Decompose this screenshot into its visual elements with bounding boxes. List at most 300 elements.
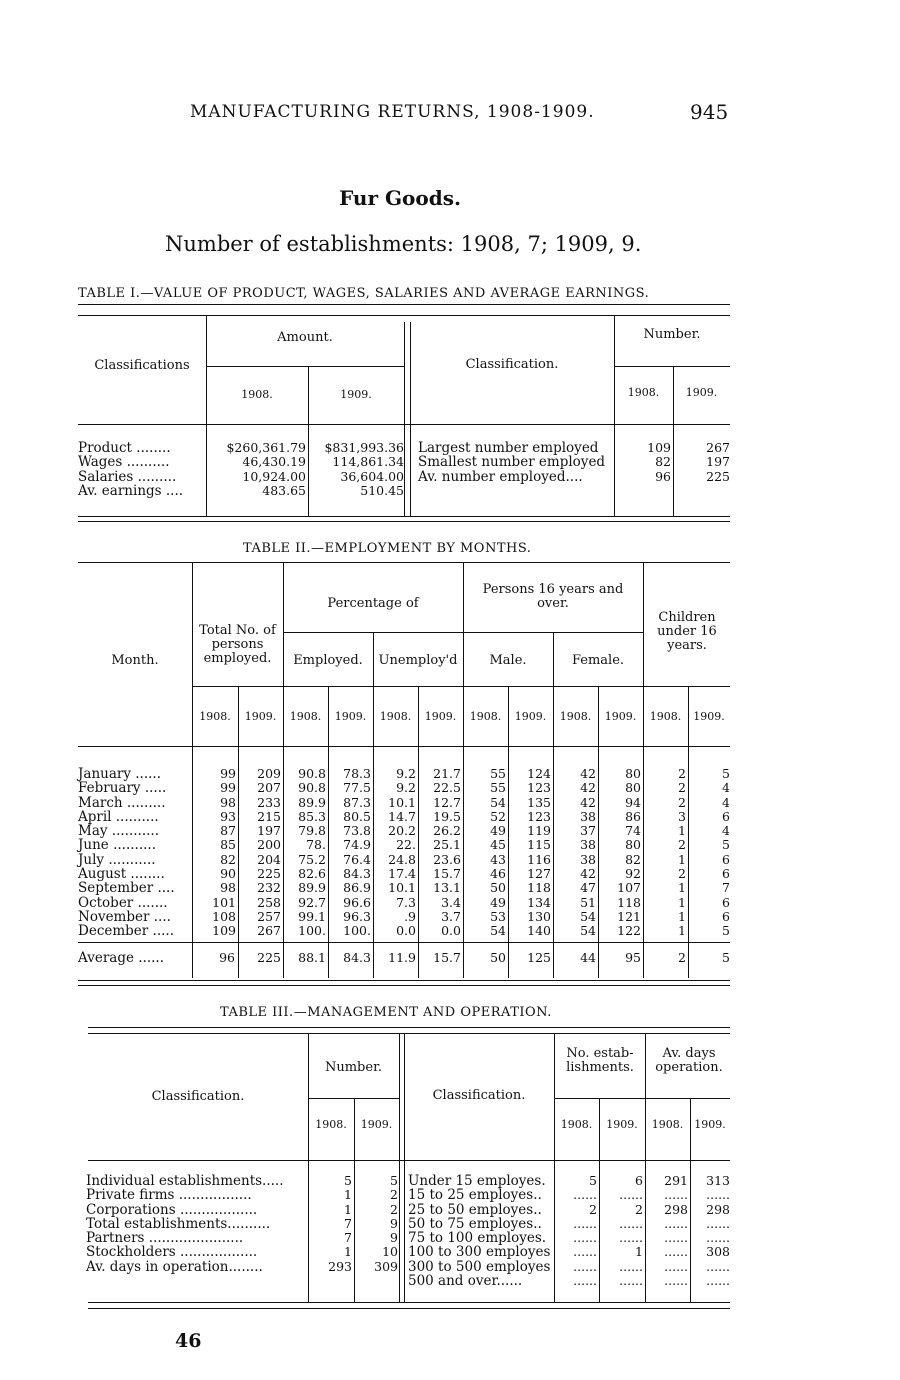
t2-cell-female-1908: 38 — [580, 837, 596, 853]
t2-cell-emp-1909: 100. — [343, 923, 371, 939]
t2-cell-unemp-1909: 0.0 — [441, 923, 461, 939]
table1-bottom-rule — [78, 516, 730, 517]
t2-cell-child-1908: 3 — [678, 808, 686, 824]
t2-cell-female-1908: 42 — [580, 780, 596, 796]
table2-top-rule — [78, 562, 730, 563]
t2-cell-total-1909: 257 — [257, 908, 281, 924]
t2-cell-emp-1909: 87.3 — [343, 794, 371, 810]
t2-cell-child-1908: 1 — [678, 923, 686, 939]
t2-cell-total-1908: 109 — [212, 923, 236, 939]
t3-cell-estab-1908: 5 — [589, 1173, 597, 1188]
t1-amount-1908: $260,361.79 — [226, 440, 306, 455]
t2-cell-total-1908: 98 — [220, 880, 236, 896]
t2-cell-child-1908: 1 — [678, 894, 686, 910]
t2-cell-female-1908: 54 — [580, 908, 596, 924]
t2-cell-female-1909: 80 — [625, 837, 641, 853]
t3-cell-right-labels: 100 to 300 employes — [408, 1244, 551, 1261]
t1-head-classifications: Classifications — [94, 358, 190, 373]
t3-cell-days-1908: 291 — [664, 1173, 688, 1188]
t2-year-1908: 1908. — [289, 710, 322, 723]
table1-sub-rule — [614, 366, 730, 367]
t3-cell-estab-1909: 6 — [635, 1173, 643, 1188]
t2-cell-child-1909: 6 — [722, 894, 730, 910]
t2-cell-total-1908: 108 — [212, 908, 236, 924]
t2-year-1908: 1908. — [199, 710, 231, 723]
t2-cell-unemp-1909: 12.7 — [433, 794, 461, 810]
t2-cell-total-1908: 93 — [220, 808, 236, 824]
table3-head-rule — [88, 1160, 730, 1161]
t3-year-1908: 1908. — [651, 1118, 684, 1131]
t3-cell-days-1909: ...... — [706, 1187, 730, 1203]
t2-cell-female-1908: 54 — [580, 923, 596, 939]
t2-cell-unemp-1909: 13.1 — [433, 880, 461, 896]
t1-head-classification: Classification. — [465, 357, 559, 372]
t2-cell-total-1909: 197 — [257, 823, 281, 839]
table3-sub-rule — [554, 1098, 730, 1099]
t2-year-1909: 1909. — [514, 710, 547, 723]
t2-cell-male-1908: 43 — [490, 851, 506, 867]
t2-cell-total-1908: 99 — [220, 766, 236, 781]
t2-cell-unemp-1908: 22. — [396, 837, 416, 853]
t2-cell-emp-1908: 78. — [306, 837, 326, 853]
t1-number-1908: 109 — [647, 440, 671, 455]
table1-caption: TABLE I.—VALUE OF PRODUCT, WAGES, SALARIES AND AVERAGE EARNINGS. — [78, 286, 650, 301]
t2-cell-emp-1909: 96.3 — [343, 908, 371, 924]
page-title: Fur Goods. — [339, 186, 461, 210]
t2-cell-emp-1909: 73.8 — [343, 823, 371, 839]
t2-month-label: November .... — [78, 908, 171, 925]
t2-cell-child-1909: 5 — [722, 837, 730, 853]
t2-cell-unemp-1909: 26.2 — [433, 823, 461, 839]
t2-cell-male-1909: 124 — [527, 766, 551, 781]
t2-cell-total-1909: 215 — [257, 808, 281, 824]
t2-cell-emp-1908: 85.3 — [298, 808, 326, 824]
t2-cell-unemp-1908: 0.0 — [396, 923, 416, 939]
t3-cell-days-1909: ...... — [706, 1258, 730, 1274]
t3-cell-number-1909: 2 — [390, 1187, 398, 1203]
t2-cell-emp-1908: 90.8 — [298, 766, 326, 781]
t1-amount-1908: 10,924.00 — [242, 468, 306, 484]
t1-number-1908: 82 — [655, 454, 671, 470]
table3-top-rule-2 — [88, 1033, 730, 1034]
t2-cell-emp-1908: 92.7 — [298, 894, 326, 910]
t2-average-cell: 95 — [625, 950, 641, 965]
t1-amount-1909: $831,993.36 — [324, 440, 404, 455]
t2-month-label: January ...... — [78, 766, 162, 782]
t2-cell-female-1909: 92 — [625, 866, 641, 882]
t3-cell-number-1908: 1 — [344, 1201, 352, 1217]
t2-average-cell: 125 — [527, 950, 551, 965]
t3-cell-number-1908: 7 — [344, 1230, 352, 1246]
t2-cell-child-1909: 4 — [722, 823, 730, 839]
t2-cell-child-1908: 2 — [678, 780, 686, 796]
t2-cell-male-1908: 46 — [490, 866, 506, 882]
table3-divider — [404, 1034, 405, 1302]
t2-cell-total-1909: 207 — [257, 780, 281, 796]
t1-head-amount: Amount. — [277, 330, 333, 345]
t2-cell-male-1909: 123 — [527, 808, 551, 824]
t3-cell-days-1909: ...... — [706, 1215, 730, 1231]
t2-head-female: Female. — [571, 653, 625, 668]
t2-month-label: May ........... — [78, 823, 159, 840]
page-marker: 46 — [175, 1330, 202, 1352]
t2-month-label: April .......... — [78, 808, 159, 825]
t3-cell-left-labels: Total establishments.......... — [86, 1215, 271, 1232]
t1-row-label: Salaries ......... — [78, 468, 177, 485]
t2-cell-child-1909: 4 — [722, 794, 730, 810]
t2-year-1909: 1909. — [693, 710, 725, 723]
t2-cell-unemp-1908: 24.8 — [388, 851, 416, 867]
t3-cell-days-1908: ...... — [664, 1273, 688, 1289]
t3-cell-estab-1909: ...... — [619, 1215, 643, 1231]
t2-cell-emp-1908: 89.9 — [298, 880, 326, 896]
t2-cell-total-1909: 267 — [257, 923, 281, 939]
t3-cell-right-labels: 500 and over...... — [408, 1273, 523, 1290]
t3-head-noestab: No. estab- lishments. — [566, 1046, 634, 1075]
t3-cell-estab-1909: ...... — [619, 1273, 643, 1289]
t2-cell-total-1909: 209 — [257, 766, 281, 781]
table2-head-rule — [78, 746, 730, 747]
t3-cell-days-1908: ...... — [664, 1215, 688, 1231]
t2-cell-female-1909: 94 — [625, 794, 641, 810]
t3-cell-number-1908: 5 — [344, 1173, 352, 1188]
t3-cell-number-1909: 2 — [390, 1201, 398, 1217]
t3-cell-days-1908: ...... — [664, 1244, 688, 1260]
t2-cell-female-1909: 82 — [625, 851, 641, 867]
t3-cell-number-1908: 293 — [328, 1258, 352, 1274]
t3-cell-number-1909: 10 — [382, 1244, 398, 1260]
t2-month-label: March ......... — [78, 794, 166, 811]
t1-year-1909: 1909. — [340, 388, 372, 401]
t2-cell-unemp-1909: 3.7 — [441, 908, 461, 924]
t2-cell-child-1908: 2 — [678, 766, 686, 781]
t1-amount-1908: 46,430.19 — [242, 454, 306, 470]
t2-average-cell: 15.7 — [433, 950, 461, 965]
t2-cell-female-1909: 74 — [625, 823, 641, 839]
t1-amount-1909: 36,604.00 — [340, 468, 404, 484]
t2-cell-total-1909: 258 — [257, 894, 281, 910]
table3-bottom-rule — [88, 1302, 730, 1303]
t2-cell-total-1908: 85 — [220, 837, 236, 853]
t2-year-1909: 1909. — [604, 710, 637, 723]
t2-cell-male-1908: 49 — [490, 894, 506, 910]
t2-cell-male-1909: 140 — [527, 923, 551, 939]
t2-cell-female-1908: 51 — [580, 894, 596, 910]
t3-head-number: Number. — [324, 1060, 382, 1075]
t2-cell-emp-1909: 80.5 — [343, 808, 371, 824]
table2-sub-rule — [463, 632, 643, 633]
t3-cell-days-1909: ...... — [706, 1273, 730, 1289]
t2-cell-female-1909: 118 — [617, 894, 641, 910]
t2-month-label: September .... — [78, 880, 175, 897]
t2-cell-male-1908: 55 — [490, 780, 506, 796]
t2-average-label: Average ...... — [78, 950, 164, 966]
t2-cell-emp-1909: 77.5 — [343, 780, 371, 796]
t2-cell-male-1908: 49 — [490, 823, 506, 839]
t3-head-classification-left: Classification. — [151, 1089, 245, 1104]
t3-cell-left-labels: Individual establishments..... — [86, 1173, 284, 1189]
t2-cell-unemp-1909: 25.1 — [433, 837, 461, 853]
t3-cell-estab-1908: ...... — [573, 1187, 597, 1203]
t3-cell-right-labels: 25 to 50 employes.. — [408, 1201, 542, 1218]
t2-cell-child-1909: 6 — [722, 908, 730, 924]
t2-cell-emp-1909: 86.9 — [343, 880, 371, 896]
t2-cell-male-1908: 50 — [490, 880, 506, 896]
t2-average-cell: 88.1 — [298, 950, 326, 965]
t3-cell-right-labels: 50 to 75 employes.. — [408, 1215, 542, 1232]
t3-cell-left-labels: Partners ...................... — [86, 1230, 244, 1247]
t2-cell-female-1908: 37 — [580, 823, 596, 839]
t1-number-1909: 267 — [706, 440, 730, 455]
t2-cell-unemp-1909: 23.6 — [433, 851, 461, 867]
t2-cell-female-1909: 107 — [617, 880, 641, 896]
t3-cell-right-labels: 75 to 100 employes. — [408, 1230, 547, 1247]
t2-head-total: Total No. of persons employed. — [199, 623, 276, 666]
t2-cell-female-1909: 80 — [625, 780, 641, 796]
t2-cell-emp-1909: 78.3 — [343, 766, 371, 781]
running-title: MANUFACTURING RETURNS, 1908-1909. — [190, 102, 595, 122]
t1-number-1908: 96 — [655, 468, 671, 484]
t1-row-label: Av. earnings .... — [78, 482, 184, 499]
t2-head-male: Male. — [489, 653, 527, 668]
t2-month-label: June .......... — [78, 837, 156, 854]
t2-cell-unemp-1908: 9.2 — [396, 766, 416, 781]
t2-cell-female-1909: 122 — [617, 923, 641, 939]
table2-sub-rule — [192, 686, 730, 687]
t2-cell-unemp-1908: 14.7 — [388, 808, 416, 824]
t1-amount-1909: 510.45 — [360, 482, 404, 498]
t3-cell-days-1909: 298 — [706, 1201, 730, 1217]
t3-cell-estab-1909: 2 — [635, 1201, 643, 1217]
t2-head-employed: Employed. — [293, 653, 363, 668]
t2-average-cell: 11.9 — [388, 950, 416, 965]
t2-cell-child-1909: 6 — [722, 808, 730, 824]
t3-cell-number-1909: 5 — [390, 1173, 398, 1188]
t2-cell-male-1909: 115 — [527, 837, 551, 853]
t2-cell-emp-1908: 79.8 — [298, 823, 326, 839]
t3-cell-right-labels: 15 to 25 employes.. — [408, 1187, 542, 1204]
t3-cell-right-labels: 300 to 500 employes — [408, 1258, 551, 1275]
t2-cell-total-1908: 99 — [220, 780, 236, 796]
t2-year-1908: 1908. — [469, 710, 502, 723]
t2-cell-child-1908: 2 — [678, 866, 686, 882]
t2-cell-unemp-1909: 15.7 — [433, 866, 461, 882]
t1-number-1909: 225 — [706, 468, 730, 484]
t2-cell-emp-1908: 82.6 — [298, 866, 326, 882]
t2-cell-emp-1908: 100. — [298, 923, 326, 939]
t2-cell-total-1909: 232 — [257, 880, 281, 896]
t2-cell-unemp-1908: 10.1 — [388, 794, 416, 810]
table2-caption: TABLE II.—EMPLOYMENT BY MONTHS. — [243, 541, 532, 556]
t1-right-label: Av. number employed.... — [418, 468, 583, 485]
t3-cell-estab-1909: ...... — [619, 1230, 643, 1246]
table1-divider — [404, 322, 405, 516]
table3-top-rule — [88, 1027, 730, 1028]
t2-cell-child-1908: 1 — [678, 908, 686, 924]
t2-cell-male-1908: 45 — [490, 837, 506, 853]
t2-head-percentage: Percentage of — [327, 596, 419, 611]
t1-row-label: Product ........ — [78, 440, 171, 456]
t2-head-children: Children under 16 years. — [657, 610, 717, 653]
t2-cell-emp-1908: 89.9 — [298, 794, 326, 810]
t3-year-1909: 1909. — [694, 1118, 726, 1131]
t2-cell-male-1908: 55 — [490, 766, 506, 781]
t2-month-label: October ....... — [78, 894, 168, 911]
t2-cell-total-1908: 90 — [220, 866, 236, 882]
t3-cell-days-1909: 308 — [706, 1244, 730, 1260]
t3-cell-left-labels: Corporations .................. — [86, 1201, 258, 1218]
t2-cell-male-1909: 118 — [527, 880, 551, 896]
t2-year-1909: 1909. — [424, 710, 457, 723]
t2-average-cell: 2 — [678, 950, 686, 965]
t3-year-1909: 1909. — [360, 1118, 393, 1131]
t2-cell-unemp-1909: 22.5 — [433, 780, 461, 796]
t3-cell-estab-1908: ...... — [573, 1244, 597, 1260]
t3-cell-number-1908: 1 — [344, 1187, 352, 1203]
t2-cell-female-1909: 121 — [617, 908, 641, 924]
t1-year-1908: 1908. — [627, 386, 660, 399]
t2-cell-male-1908: 53 — [490, 908, 506, 924]
t2-cell-unemp-1908: .9 — [404, 908, 416, 924]
t2-cell-unemp-1908: 9.2 — [396, 780, 416, 796]
t3-year-1908: 1908. — [315, 1118, 347, 1131]
t1-right-label: Largest number employed — [418, 440, 599, 456]
t2-average-cell: 50 — [490, 950, 506, 965]
t2-cell-child-1908: 2 — [678, 794, 686, 810]
t2-cell-total-1909: 200 — [257, 837, 281, 853]
t2-average-cell: 225 — [257, 950, 281, 965]
table1-top-rule — [78, 304, 730, 305]
t3-cell-days-1909: 313 — [706, 1173, 730, 1188]
table1-bottom-rule-2 — [78, 521, 730, 522]
t2-cell-female-1908: 38 — [580, 851, 596, 867]
t2-cell-emp-1909: 84.3 — [343, 866, 371, 882]
t2-cell-female-1909: 86 — [625, 808, 641, 824]
t3-cell-days-1908: 298 — [664, 1201, 688, 1217]
t2-cell-unemp-1909: 21.7 — [433, 766, 461, 781]
t2-head-persons16: Persons 16 years and over. — [482, 582, 624, 611]
t2-cell-unemp-1908: 20.2 — [388, 823, 416, 839]
t2-cell-child-1909: 7 — [722, 880, 730, 896]
t2-cell-male-1909: 130 — [527, 908, 551, 924]
t2-cell-emp-1909: 76.4 — [343, 851, 371, 867]
t2-average-cell: 84.3 — [343, 950, 371, 965]
table3-divider — [399, 1034, 400, 1302]
table2-bottom-rule-2 — [78, 985, 730, 986]
t1-right-label: Smallest number employed — [418, 454, 606, 471]
t2-cell-child-1908: 1 — [678, 851, 686, 867]
t3-cell-right-labels: Under 15 employes. — [408, 1173, 546, 1189]
t2-cell-male-1908: 52 — [490, 808, 506, 824]
t2-cell-total-1909: 233 — [257, 794, 281, 810]
t3-cell-estab-1908: ...... — [573, 1230, 597, 1246]
t3-cell-left-labels: Av. days in operation........ — [86, 1258, 263, 1275]
t2-cell-female-1908: 42 — [580, 794, 596, 810]
t3-cell-left-labels: Stockholders .................. — [86, 1244, 258, 1261]
t2-cell-child-1908: 1 — [678, 823, 686, 839]
t1-year-1909: 1909. — [685, 386, 718, 399]
t2-year-1909: 1909. — [244, 710, 277, 723]
t2-head-unemployed: Unemploy'd — [378, 653, 458, 668]
t2-month-label: December ..... — [78, 923, 174, 940]
t3-cell-days-1908: ...... — [664, 1258, 688, 1274]
t3-cell-days-1909: ...... — [706, 1230, 730, 1246]
t3-cell-estab-1909: ...... — [619, 1258, 643, 1274]
t3-cell-days-1908: ...... — [664, 1230, 688, 1246]
t2-month-label: February ..... — [78, 780, 167, 797]
t2-year-1908: 1908. — [649, 710, 682, 723]
t2-cell-total-1909: 204 — [257, 851, 281, 867]
t2-cell-emp-1909: 74.9 — [343, 837, 371, 853]
t3-cell-estab-1909: ...... — [619, 1187, 643, 1203]
t2-cell-total-1908: 87 — [220, 823, 236, 839]
t2-year-1909: 1909. — [334, 710, 367, 723]
t3-cell-number-1909: 309 — [374, 1258, 398, 1274]
t2-cell-female-1908: 42 — [580, 866, 596, 882]
t3-head-avdays: Av. days operation. — [655, 1046, 723, 1075]
table3-sub-rule — [308, 1098, 399, 1099]
t2-year-1908: 1908. — [559, 710, 592, 723]
t2-cell-unemp-1908: 10.1 — [388, 880, 416, 896]
t2-head-month: Month. — [111, 653, 159, 668]
t3-cell-number-1908: 7 — [344, 1215, 352, 1231]
t2-cell-male-1909: 135 — [527, 794, 551, 810]
t2-cell-child-1909: 5 — [722, 766, 730, 781]
t2-cell-unemp-1908: 7.3 — [396, 894, 416, 910]
table1-head-rule — [78, 424, 730, 425]
t2-cell-unemp-1909: 3.4 — [441, 894, 461, 910]
t2-cell-male-1909: 116 — [527, 851, 551, 867]
t2-cell-male-1908: 54 — [490, 923, 506, 939]
t2-cell-total-1908: 98 — [220, 794, 236, 810]
t2-cell-unemp-1909: 19.5 — [433, 808, 461, 824]
t2-average-cell: 5 — [722, 950, 730, 965]
table2-sub-rule — [283, 632, 463, 633]
t2-average-cell: 44 — [580, 950, 596, 965]
t2-cell-child-1908: 1 — [678, 880, 686, 896]
t2-cell-emp-1908: 99.1 — [298, 908, 326, 924]
table2-average-rule — [78, 942, 730, 943]
t2-cell-female-1908: 38 — [580, 808, 596, 824]
t2-month-label: August ........ — [78, 866, 165, 883]
t1-amount-1908: 483.65 — [262, 482, 306, 498]
t3-cell-days-1908: ...... — [664, 1187, 688, 1203]
table1-top-rule-2 — [78, 315, 730, 316]
t3-year-1908: 1908. — [560, 1118, 593, 1131]
t2-cell-child-1908: 2 — [678, 837, 686, 853]
t1-number-1909: 197 — [706, 454, 730, 470]
t2-cell-total-1908: 82 — [220, 851, 236, 867]
t3-cell-number-1909: 9 — [390, 1215, 398, 1231]
t3-cell-number-1908: 1 — [344, 1244, 352, 1260]
t2-cell-child-1909: 6 — [722, 851, 730, 867]
page-number: 945 — [690, 100, 729, 124]
t2-year-1908: 1908. — [379, 710, 412, 723]
table2-bottom-rule — [78, 980, 730, 981]
establishments-subtitle: Number of establishments: 1908, 7; 1909, 9. — [165, 232, 642, 256]
table1-divider — [614, 316, 615, 516]
t2-cell-male-1909: 123 — [527, 780, 551, 796]
t3-cell-left-labels: Private firms ................. — [86, 1187, 252, 1204]
table3-bottom-rule-2 — [88, 1308, 730, 1309]
t2-cell-female-1909: 80 — [625, 766, 641, 781]
t3-head-classification-right: Classification. — [432, 1088, 526, 1103]
t2-cell-child-1909: 5 — [722, 923, 730, 939]
t2-cell-male-1909: 127 — [527, 866, 551, 882]
t3-cell-estab-1908: ...... — [573, 1273, 597, 1289]
t2-cell-unemp-1908: 17.4 — [388, 866, 416, 882]
t3-cell-estab-1909: 1 — [635, 1244, 643, 1260]
